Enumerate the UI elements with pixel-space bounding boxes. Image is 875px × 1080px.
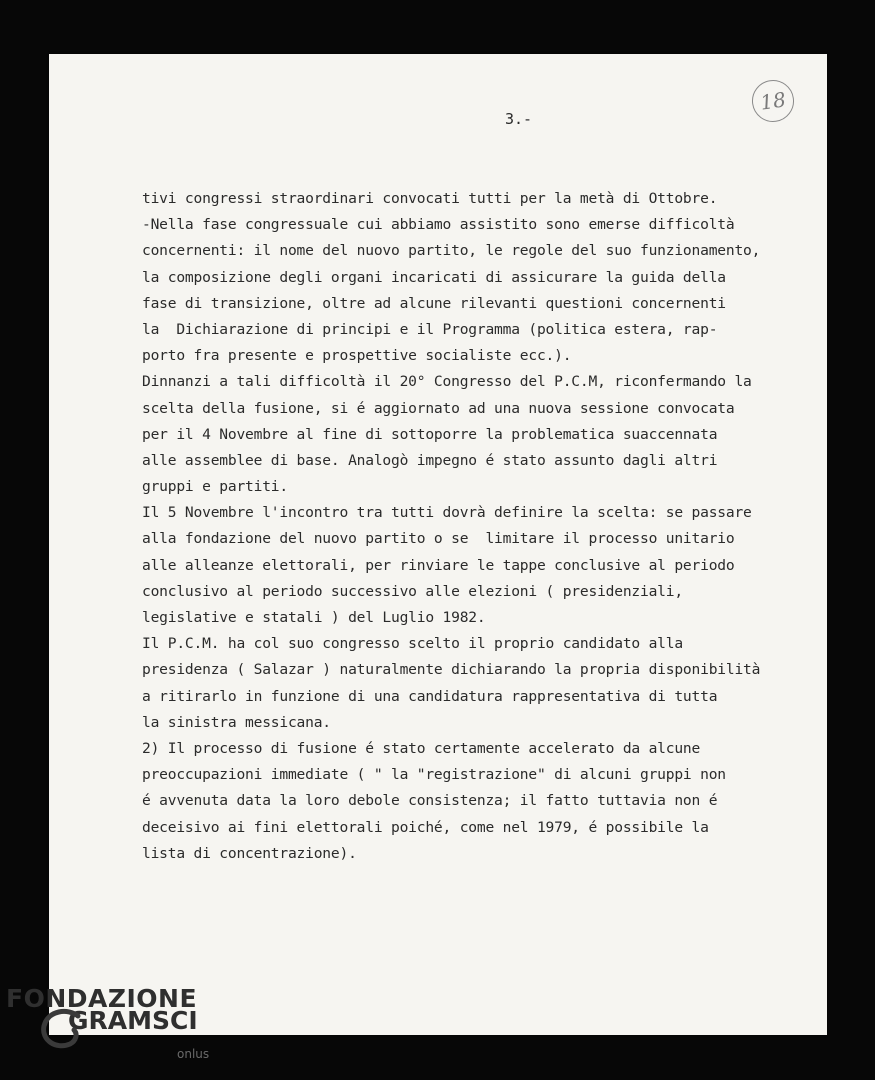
text-line: alle alleanze elettorali, per rinviare le tappe conclusive al periodo	[142, 556, 735, 574]
text-line: fase di transizione, oltre ad alcune rilevanti questioni concernenti	[142, 294, 726, 312]
page-number: 3.-	[505, 110, 533, 128]
text-line: é avvenuta data la loro debole consistenza; il fatto tuttavia non é	[142, 792, 718, 810]
fondazione-gramsci-logo	[6, 984, 210, 1061]
text-line: tivi congressi straordinari convocati tutti per la metà di Ottobre.	[142, 190, 718, 207]
text-line: per il 4 Novembre al fine di sottoporre la problematica suaccennata	[142, 425, 718, 443]
text-line: concernenti: il nome del nuovo partito, le regole del suo funzionamento,	[142, 242, 761, 260]
text-line: -Nella fase congressuale cui abbiamo assistito sono emerse difficoltà	[142, 216, 735, 234]
text-line: preoccupazioni immediate ( " la "registrazione" di alcuni gruppi non	[142, 766, 726, 784]
text-line: Il 5 Novembre l'incontro tra tutti dovrà definire la scelta: se passare	[142, 504, 752, 522]
text-line: Dinnanzi a tali difficoltà il 20° Congresso del P.C.M, riconfermando la	[142, 373, 752, 391]
text-line: scelta della fusione, si é aggiornato ad una nuova sessione convocata	[142, 399, 735, 417]
text-line: Il P.C.M. ha col suo congresso scelto il proprio candidato alla	[142, 635, 683, 653]
text-line: presidenza ( Salazar ) naturalmente dichiarando la propria disponibilità	[142, 661, 761, 679]
text-line: alle assemblee di base. Analogò impegno é stato assunto dagli altri	[142, 451, 718, 469]
text-line: la sinistra messicana.	[142, 713, 331, 731]
logo-line-2: GRAMSCI	[68, 1006, 198, 1035]
archive-number-stamp: 18	[749, 77, 796, 124]
text-line: lista di concentrazione).	[142, 844, 357, 862]
text-line: la Dichiarazione di principi e il Programma (politica estera, rap-	[142, 320, 718, 338]
text-line: alla fondazione del nuovo partito o se limitare il processo unitario	[142, 530, 735, 548]
logo-line-1: FONDAZIONE	[6, 984, 198, 1013]
swirl-icon	[38, 1004, 86, 1052]
text-line: gruppi e partiti.	[142, 478, 288, 496]
logo-suffix: onlus	[177, 1047, 210, 1061]
text-line: 2) Il processo di fusione é stato certamente accelerato da alcune	[142, 739, 701, 757]
typewritten-body	[142, 186, 812, 867]
text-line: a ritirarlo in funzione di una candidatura rappresentativa di tutta	[142, 687, 718, 705]
text-line: conclusivo al periodo successivo alle elezioni ( presidenziali,	[142, 582, 683, 600]
text-line: la composizione degli organi incaricati di assicurare la guida della	[142, 268, 726, 286]
text-line: porto fra presente e prospettive socialiste ecc.).	[142, 347, 572, 365]
text-line: legislative e statali ) del Luglio 1982.	[142, 609, 486, 626]
text-line: deceisivo ai fini elettorali poiché, come nel 1979, é possibile la	[142, 818, 709, 836]
